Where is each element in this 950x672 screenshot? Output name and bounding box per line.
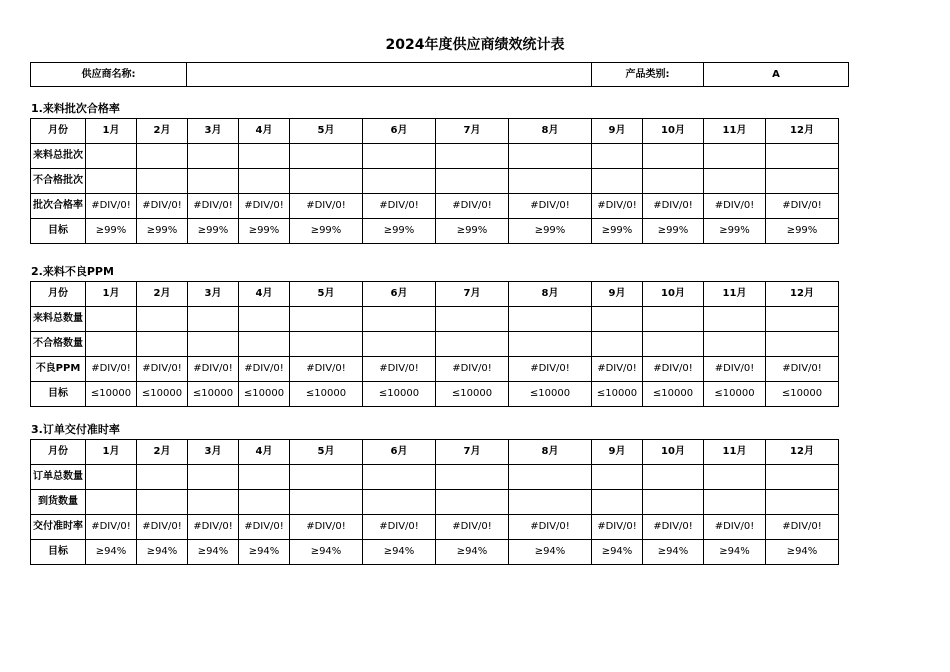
- table-cell[interactable]: ≥94%: [239, 540, 290, 565]
- table-cell[interactable]: #DIV/0!: [137, 194, 188, 219]
- table-cell[interactable]: [509, 490, 592, 515]
- row-label: 目标: [31, 382, 86, 407]
- table-cell[interactable]: ≤10000: [592, 382, 643, 407]
- row-label: 来料总数量: [31, 307, 86, 332]
- row-label: 不良PPM: [31, 357, 86, 382]
- table-cell[interactable]: [363, 490, 436, 515]
- month-header-7: 7月: [436, 440, 509, 465]
- table-row: [31, 357, 839, 382]
- row-label: 不合格数量: [31, 332, 86, 357]
- table-cell[interactable]: #DIV/0!: [704, 194, 766, 219]
- table-cell[interactable]: #DIV/0!: [704, 357, 766, 382]
- month-header-3: 3月: [188, 282, 239, 307]
- table-cell[interactable]: #DIV/0!: [592, 515, 643, 540]
- table-cell[interactable]: #DIV/0!: [86, 515, 137, 540]
- month-header-label: 月份: [31, 440, 86, 465]
- table-cell[interactable]: ≥99%: [363, 219, 436, 244]
- month-header-label: 月份: [31, 282, 86, 307]
- table-cell[interactable]: ≥94%: [766, 540, 839, 565]
- table-cell[interactable]: [643, 332, 704, 357]
- table-cell[interactable]: ≤10000: [239, 382, 290, 407]
- month-header-12: 12月: [766, 119, 839, 144]
- month-header-3: 3月: [188, 440, 239, 465]
- table-cell[interactable]: [363, 144, 436, 169]
- month-header-10: 10月: [643, 440, 704, 465]
- table-cell[interactable]: ≤10000: [704, 382, 766, 407]
- month-header-11: 11月: [704, 119, 766, 144]
- month-header-2: 2月: [137, 440, 188, 465]
- table-cell[interactable]: [592, 465, 643, 490]
- table-cell[interactable]: [509, 144, 592, 169]
- table-cell[interactable]: [188, 465, 239, 490]
- table-cell[interactable]: [239, 332, 290, 357]
- table-cell[interactable]: [704, 332, 766, 357]
- table-cell[interactable]: #DIV/0!: [239, 194, 290, 219]
- table-cell[interactable]: ≥99%: [766, 219, 839, 244]
- table-cell[interactable]: [188, 307, 239, 332]
- table-cell[interactable]: [137, 144, 188, 169]
- table-cell[interactable]: ≥99%: [137, 219, 188, 244]
- month-header-4: 4月: [239, 119, 290, 144]
- table-cell[interactable]: [86, 307, 137, 332]
- supplier-info-table: [30, 62, 849, 87]
- month-header-10: 10月: [643, 119, 704, 144]
- table-cell[interactable]: [766, 490, 839, 515]
- table-cell[interactable]: ≥94%: [86, 540, 137, 565]
- table-cell[interactable]: ≥99%: [592, 219, 643, 244]
- month-header-8: 8月: [509, 440, 592, 465]
- table-cell[interactable]: ≥99%: [436, 219, 509, 244]
- month-header-9: 9月: [592, 282, 643, 307]
- month-header-5: 5月: [290, 282, 363, 307]
- table-cell[interactable]: ≥94%: [137, 540, 188, 565]
- section-2-title: 2.来料不良PPM: [31, 265, 114, 278]
- section-3-title: 3.订单交付准时率: [31, 423, 120, 436]
- table-cell[interactable]: [290, 144, 363, 169]
- table-cell[interactable]: #DIV/0!: [188, 515, 239, 540]
- table-row: [31, 465, 839, 490]
- month-header-4: 4月: [239, 440, 290, 465]
- table-cell[interactable]: ≤10000: [137, 382, 188, 407]
- table-cell[interactable]: [592, 332, 643, 357]
- table-row: [31, 382, 839, 407]
- table-cell[interactable]: [643, 307, 704, 332]
- table-cell[interactable]: [290, 465, 363, 490]
- table-cell[interactable]: #DIV/0!: [643, 515, 704, 540]
- row-label: 批次合格率: [31, 194, 86, 219]
- table-cell[interactable]: ≤10000: [363, 382, 436, 407]
- table-cell[interactable]: [643, 169, 704, 194]
- table-cell[interactable]: #DIV/0!: [509, 357, 592, 382]
- table-cell[interactable]: #DIV/0!: [239, 515, 290, 540]
- month-header-4: 4月: [239, 282, 290, 307]
- table-cell[interactable]: [290, 307, 363, 332]
- table-cell[interactable]: #DIV/0!: [290, 515, 363, 540]
- table-cell[interactable]: [592, 169, 643, 194]
- month-header-1: 1月: [86, 440, 137, 465]
- month-header-6: 6月: [363, 119, 436, 144]
- table-cell[interactable]: [436, 490, 509, 515]
- table-cell[interactable]: [239, 465, 290, 490]
- table-cell[interactable]: #DIV/0!: [766, 357, 839, 382]
- month-header-6: 6月: [363, 282, 436, 307]
- page-title: 2024年度供应商绩效统计表: [385, 37, 565, 53]
- month-header-8: 8月: [509, 282, 592, 307]
- table-cell[interactable]: #DIV/0!: [86, 194, 137, 219]
- month-header-label: 月份: [31, 119, 86, 144]
- month-header-6: 6月: [363, 440, 436, 465]
- table-cell[interactable]: [509, 465, 592, 490]
- row-label: 来料总批次: [31, 144, 86, 169]
- table-cell[interactable]: #DIV/0!: [363, 515, 436, 540]
- table-cell[interactable]: #DIV/0!: [643, 357, 704, 382]
- table-cell[interactable]: [436, 465, 509, 490]
- table-cell[interactable]: [592, 490, 643, 515]
- month-header-5: 5月: [290, 119, 363, 144]
- table-row: [31, 169, 839, 194]
- product-category-label: 产品类别:: [592, 63, 704, 87]
- table-cell[interactable]: [363, 169, 436, 194]
- month-header-7: 7月: [436, 119, 509, 144]
- table-cell[interactable]: #DIV/0!: [643, 194, 704, 219]
- table-cell[interactable]: ≥99%: [290, 219, 363, 244]
- table-cell[interactable]: [766, 144, 839, 169]
- table-cell[interactable]: [704, 144, 766, 169]
- month-header-3: 3月: [188, 119, 239, 144]
- supplier-name-field[interactable]: [187, 63, 592, 87]
- month-header-11: 11月: [704, 440, 766, 465]
- header-row: [31, 119, 839, 144]
- table-row: [31, 144, 839, 169]
- table-cell[interactable]: ≥94%: [704, 540, 766, 565]
- table-cell[interactable]: ≤10000: [766, 382, 839, 407]
- table-cell[interactable]: #DIV/0!: [704, 515, 766, 540]
- table-cell[interactable]: [188, 169, 239, 194]
- table-cell[interactable]: [137, 169, 188, 194]
- month-header-9: 9月: [592, 119, 643, 144]
- table-cell[interactable]: #DIV/0!: [592, 194, 643, 219]
- table-cell[interactable]: ≤10000: [86, 382, 137, 407]
- table-cell[interactable]: [436, 307, 509, 332]
- table-cell[interactable]: #DIV/0!: [436, 515, 509, 540]
- table-cell[interactable]: ≥99%: [643, 219, 704, 244]
- table-cell[interactable]: #DIV/0!: [137, 515, 188, 540]
- table-row: [31, 194, 839, 219]
- row-label: 订单总数量: [31, 465, 86, 490]
- month-header-8: 8月: [509, 119, 592, 144]
- table-cell[interactable]: #DIV/0!: [766, 515, 839, 540]
- table-cell[interactable]: [188, 144, 239, 169]
- table-cell[interactable]: ≥94%: [509, 540, 592, 565]
- table-cell[interactable]: [592, 144, 643, 169]
- header-row: [31, 440, 839, 465]
- table-cell[interactable]: ≥94%: [643, 540, 704, 565]
- row-label: 不合格批次: [31, 169, 86, 194]
- table-cell[interactable]: [239, 490, 290, 515]
- table-cell[interactable]: [363, 307, 436, 332]
- month-header-1: 1月: [86, 119, 137, 144]
- table-cell[interactable]: [86, 169, 137, 194]
- table-cell[interactable]: ≥99%: [509, 219, 592, 244]
- table-cell[interactable]: [137, 490, 188, 515]
- month-header-11: 11月: [704, 282, 766, 307]
- month-header-12: 12月: [766, 440, 839, 465]
- table-cell[interactable]: [363, 465, 436, 490]
- table-cell[interactable]: [137, 332, 188, 357]
- table-cell[interactable]: [766, 332, 839, 357]
- table-row: [31, 332, 839, 357]
- table-row: [31, 219, 839, 244]
- month-header-12: 12月: [766, 282, 839, 307]
- month-header-2: 2月: [137, 282, 188, 307]
- supplier-name-label: 供应商名称:: [31, 63, 187, 87]
- month-header-10: 10月: [643, 282, 704, 307]
- table-cell[interactable]: #DIV/0!: [363, 194, 436, 219]
- table-cell[interactable]: #DIV/0!: [436, 194, 509, 219]
- table-cell[interactable]: [86, 465, 137, 490]
- table-cell[interactable]: [766, 307, 839, 332]
- table-cell[interactable]: [188, 490, 239, 515]
- table-cell[interactable]: [509, 307, 592, 332]
- table-cell[interactable]: ≤10000: [290, 382, 363, 407]
- table-row: [31, 490, 839, 515]
- section-2-table: [30, 281, 839, 407]
- row-label: 目标: [31, 540, 86, 565]
- table-cell[interactable]: #DIV/0!: [137, 357, 188, 382]
- table-cell[interactable]: [239, 307, 290, 332]
- table-cell[interactable]: #DIV/0!: [290, 194, 363, 219]
- table-cell[interactable]: #DIV/0!: [239, 357, 290, 382]
- table-cell[interactable]: [704, 169, 766, 194]
- table-cell[interactable]: [436, 332, 509, 357]
- month-header-5: 5月: [290, 440, 363, 465]
- table-cell[interactable]: ≥99%: [704, 219, 766, 244]
- product-category-field[interactable]: A: [704, 63, 849, 87]
- header-row: [31, 282, 839, 307]
- table-cell[interactable]: [509, 332, 592, 357]
- table-cell[interactable]: [290, 169, 363, 194]
- table-cell[interactable]: [290, 490, 363, 515]
- table-cell[interactable]: [509, 169, 592, 194]
- table-cell[interactable]: #DIV/0!: [592, 357, 643, 382]
- table-cell[interactable]: ≤10000: [188, 382, 239, 407]
- table-cell[interactable]: ≤10000: [509, 382, 592, 407]
- table-cell[interactable]: #DIV/0!: [766, 194, 839, 219]
- section-1-table: [30, 118, 839, 244]
- table-row: [31, 307, 839, 332]
- row-label: 目标: [31, 219, 86, 244]
- table-cell[interactable]: #DIV/0!: [363, 357, 436, 382]
- table-cell[interactable]: ≥94%: [188, 540, 239, 565]
- table-cell[interactable]: ≥99%: [86, 219, 137, 244]
- table-cell[interactable]: [592, 307, 643, 332]
- table-cell[interactable]: [766, 169, 839, 194]
- table-cell[interactable]: [239, 169, 290, 194]
- table-cell[interactable]: [86, 144, 137, 169]
- section-1-title: 1.来料批次合格率: [31, 102, 120, 115]
- table-cell[interactable]: [766, 465, 839, 490]
- table-cell[interactable]: [436, 144, 509, 169]
- table-cell[interactable]: [643, 490, 704, 515]
- table-cell[interactable]: [137, 465, 188, 490]
- table-cell[interactable]: [188, 332, 239, 357]
- section-3-table: [30, 439, 839, 565]
- table-cell[interactable]: [704, 307, 766, 332]
- table-cell[interactable]: [436, 169, 509, 194]
- table-cell[interactable]: [86, 490, 137, 515]
- table-cell[interactable]: ≥94%: [592, 540, 643, 565]
- table-cell[interactable]: #DIV/0!: [86, 357, 137, 382]
- table-row: [31, 515, 839, 540]
- row-label: 到货数量: [31, 490, 86, 515]
- table-cell[interactable]: [643, 144, 704, 169]
- table-cell[interactable]: ≥99%: [239, 219, 290, 244]
- row-label: 交付准时率: [31, 515, 86, 540]
- table-cell[interactable]: ≤10000: [643, 382, 704, 407]
- month-header-9: 9月: [592, 440, 643, 465]
- table-cell[interactable]: [363, 332, 436, 357]
- table-row: [31, 540, 839, 565]
- table-cell[interactable]: [643, 465, 704, 490]
- table-cell[interactable]: [86, 332, 137, 357]
- table-cell[interactable]: #DIV/0!: [188, 357, 239, 382]
- table-cell[interactable]: ≥94%: [290, 540, 363, 565]
- table-cell[interactable]: #DIV/0!: [509, 194, 592, 219]
- table-cell[interactable]: #DIV/0!: [188, 194, 239, 219]
- table-cell[interactable]: [239, 144, 290, 169]
- table-cell[interactable]: ≥94%: [436, 540, 509, 565]
- table-cell[interactable]: ≥94%: [363, 540, 436, 565]
- table-cell[interactable]: #DIV/0!: [436, 357, 509, 382]
- month-header-1: 1月: [86, 282, 137, 307]
- table-cell[interactable]: ≥99%: [188, 219, 239, 244]
- table-cell[interactable]: #DIV/0!: [509, 515, 592, 540]
- table-cell[interactable]: #DIV/0!: [290, 357, 363, 382]
- table-cell[interactable]: [137, 307, 188, 332]
- table-cell[interactable]: [290, 332, 363, 357]
- table-cell[interactable]: ≤10000: [436, 382, 509, 407]
- month-header-2: 2月: [137, 119, 188, 144]
- month-header-7: 7月: [436, 282, 509, 307]
- table-cell[interactable]: [704, 465, 766, 490]
- table-cell[interactable]: [704, 490, 766, 515]
